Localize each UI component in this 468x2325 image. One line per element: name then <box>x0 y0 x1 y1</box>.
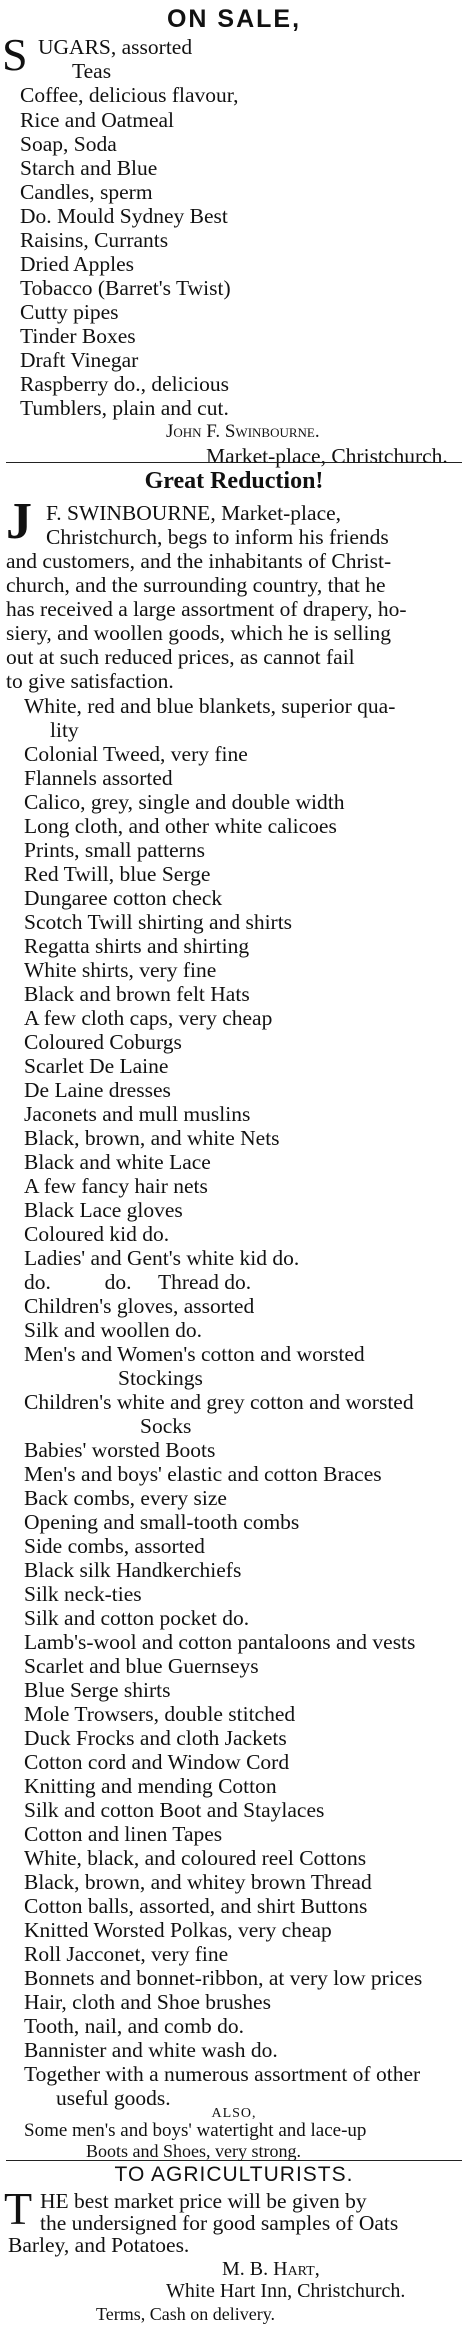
sale-item: Tumblers, plain and cut. <box>20 396 229 420</box>
on-sale-heading: ON SALE, <box>166 5 302 33</box>
sale-item: Soap, Soda <box>20 132 117 156</box>
goods-item: Coloured Coburgs <box>24 1030 182 1054</box>
goods-item: useful goods. <box>56 2086 171 2110</box>
goods-item: Colonial Tweed, very fine <box>24 742 248 766</box>
goods-item: Blue Serge shirts <box>24 1678 171 1702</box>
sale-item: Tinder Boxes <box>20 324 136 348</box>
goods-item: Children's gloves, assorted <box>24 1294 255 1318</box>
goods-item: Men's and boys' elastic and cotton Braces <box>24 1462 382 1486</box>
great-reduction-heading: Great Reduction! <box>144 468 324 494</box>
goods-item: Coloured kid do. <box>24 1222 170 1246</box>
goods-item: Regatta shirts and shirting <box>24 934 250 958</box>
sugars-drop-cap: S <box>2 29 28 80</box>
closing-line: Boots and Shoes, very strong. <box>86 2141 301 2161</box>
intro-line: siery, and woollen goods, which he is selling <box>6 621 391 645</box>
agri-terms: Terms, Cash on delivery. <box>96 2304 276 2324</box>
intro-line: F. SWINBOURNE, Market-place, <box>46 501 342 525</box>
goods-item: Flannels assorted <box>24 766 173 790</box>
goods-item: Black silk Handkerchiefs <box>24 1558 242 1582</box>
goods-item: White, black, and coloured reel Cottons <box>24 1846 367 1870</box>
agriculturists-heading: TO AGRICULTURISTS. <box>114 2163 354 2186</box>
sale-item: Dried Apples <box>20 252 135 276</box>
goods-item: White, red and blue blankets, superior qua- <box>24 694 396 718</box>
goods-item: Silk and woollen do. <box>24 1318 202 1342</box>
intro-line: church, and the surrounding country, that he <box>6 573 386 597</box>
goods-item: Bonnets and bonnet-ribbon, at very low prices <box>24 1966 423 1990</box>
goods-item: Black Lace gloves <box>24 1198 183 1222</box>
intro-line: and customers, and the inhabitants of Christ- <box>6 549 392 573</box>
reduction-drop-cap: J <box>6 493 32 550</box>
goods-item: Long cloth, and other white calicoes <box>24 814 337 838</box>
intro-line: to give satisfaction. <box>6 669 174 693</box>
goods-item: Knitted Worsted Polkas, very cheap <box>24 1918 332 1942</box>
goods-item: Scotch Twill shirting and shirts <box>24 910 293 934</box>
goods-item: Black, brown, and white Nets <box>24 1126 280 1150</box>
sale-item: Cutty pipes <box>20 300 119 324</box>
goods-item: Black and white Lace <box>24 1150 211 1174</box>
goods-item: Jaconets and mull muslins <box>24 1102 251 1126</box>
goods-item: Men's and Women's cotton and worsted <box>24 1342 365 1366</box>
goods-item: Red Twill, blue Serge <box>24 862 211 886</box>
sale-item: Draft Vinegar <box>20 348 139 372</box>
agri-signature-name: M. B. Hart, <box>222 2258 320 2280</box>
goods-item: Cotton and linen Tapes <box>24 1822 223 1846</box>
sale-item: Raisins, Currants <box>20 228 169 252</box>
goods-item: Stockings <box>118 1366 203 1390</box>
sale-item: Tobacco (Barret's Twist) <box>20 276 231 300</box>
intro-line: out at such reduced prices, as cannot fail <box>6 645 355 669</box>
agri-signature-place: White Hart Inn, Christchurch. <box>166 2280 406 2302</box>
sugars-signature-place: Market-place, Christchurch. <box>206 444 448 468</box>
sale-item: Candles, sperm <box>20 180 153 204</box>
goods-item: De Laine dresses <box>24 1078 171 1102</box>
also-label: ALSO, <box>211 2106 257 2121</box>
goods-item: Knitting and mending Cotton <box>24 1774 277 1798</box>
agri-body-line: Barley, and Potatoes. <box>8 2233 190 2257</box>
goods-item: A few cloth caps, very cheap <box>24 1006 273 1030</box>
goods-item: Cotton cord and Window Cord <box>24 1750 290 1774</box>
intro-line: has received a large assortment of drapery, ho- <box>6 597 407 621</box>
goods-item: Tooth, nail, and comb do. <box>24 2014 245 2038</box>
goods-item: Lamb's-wool and cotton pantaloons and vests <box>24 1630 416 1654</box>
goods-item: Dungaree cotton check <box>24 886 223 910</box>
agri-body-line: HE best market price will be given by <box>40 2189 367 2213</box>
sale-item: Raspberry do., delicious <box>20 372 229 396</box>
sale-item: Starch and Blue <box>20 156 158 180</box>
sale-item: Teas <box>72 59 112 83</box>
goods-item: Side combs, assorted <box>24 1534 205 1558</box>
agri-body-line: the undersigned for good samples of Oats <box>40 2211 399 2235</box>
goods-item: Scarlet and blue Guernseys <box>24 1654 259 1678</box>
goods-item: Babies' worsted Boots <box>24 1438 216 1462</box>
goods-item: Roll Jacconet, very fine <box>24 1942 229 1966</box>
intro-line: Christchurch, begs to inform his friends <box>46 525 389 549</box>
goods-item: Duck Frocks and cloth Jackets <box>24 1726 287 1750</box>
goods-item: White shirts, very fine <box>24 958 217 982</box>
goods-item: A few fancy hair nets <box>24 1174 208 1198</box>
goods-item: Scarlet De Laine <box>24 1054 169 1078</box>
goods-item: Silk and cotton Boot and Staylaces <box>24 1798 325 1822</box>
goods-item: Black and brown felt Hats <box>24 982 250 1006</box>
sale-item: Rice and Oatmeal <box>20 108 175 132</box>
goods-item: Together with a numerous assortment of other <box>24 2062 421 2086</box>
goods-item: Back combs, every size <box>24 1486 227 1510</box>
goods-item: Hair, cloth and Shoe brushes <box>24 1990 271 2014</box>
agri-drop-cap: T <box>4 2183 33 2234</box>
goods-item: lity <box>50 718 79 742</box>
goods-item: Ladies' and Gent's white kid do. <box>24 1246 300 1270</box>
goods-item: Silk and cotton pocket do. <box>24 1606 250 1630</box>
sale-item: Coffee, delicious flavour, <box>20 83 239 107</box>
goods-item: do. do. Thread do. <box>24 1270 252 1294</box>
goods-item: Mole Trowsers, double stitched <box>24 1702 296 1726</box>
goods-item: Bannister and white wash do. <box>24 2038 278 2062</box>
sugars-first-line: UGARS, assorted <box>38 35 193 59</box>
goods-item: Socks <box>140 1414 192 1438</box>
goods-item: Silk neck-ties <box>24 1582 142 1606</box>
goods-item: Calico, grey, single and double width <box>24 790 345 814</box>
goods-item: Prints, small patterns <box>24 838 205 862</box>
sugars-signature-name: John F. Swinbourne. <box>166 421 320 442</box>
sale-item: Do. Mould Sydney Best <box>20 204 228 228</box>
closing-line: Some men's and boys' watertight and lace-up <box>24 2120 367 2141</box>
goods-item: Black, brown, and whitey brown Thread <box>24 1870 372 1894</box>
goods-item: Opening and small-tooth combs <box>24 1510 300 1534</box>
goods-item: Children's white and grey cotton and worsted <box>24 1390 414 1414</box>
goods-item: Cotton balls, assorted, and shirt Buttons <box>24 1894 368 1918</box>
divider <box>6 462 462 463</box>
